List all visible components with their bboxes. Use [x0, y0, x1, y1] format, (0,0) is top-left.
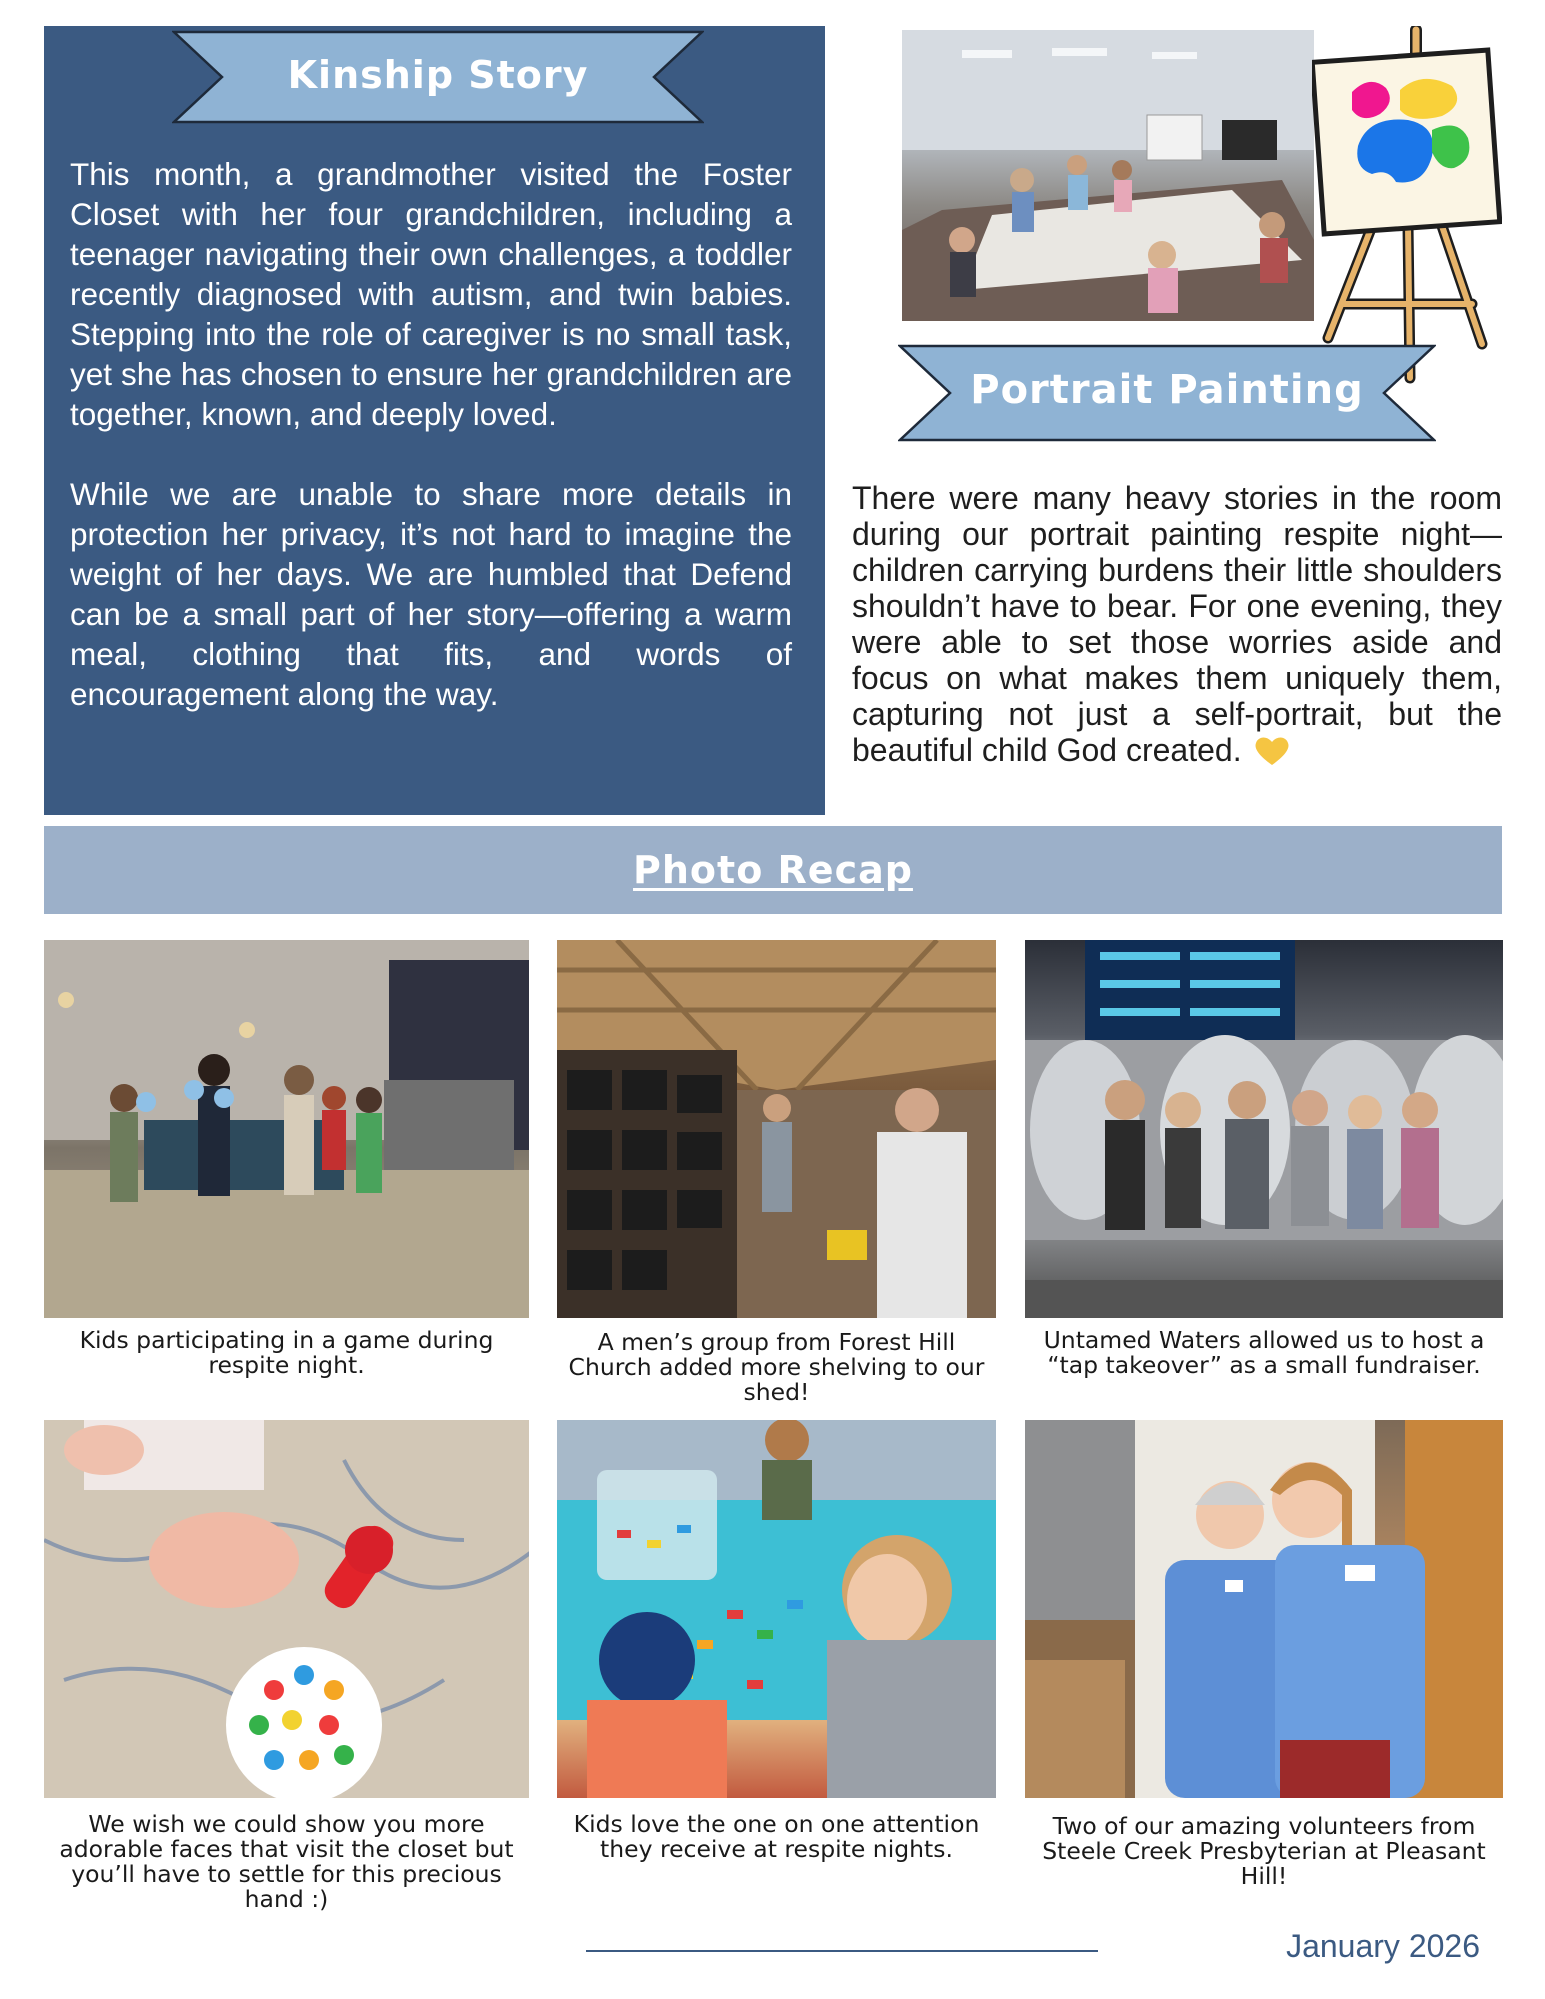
- portrait-painting-body: [852, 480, 1502, 768]
- issue-date: January 2026: [1286, 1928, 1480, 1964]
- kinship-paragraph-1: This month, a grandmother visited the Foster Closet with her four grandchildren, including a teenager navigating their own challenges, a toddler recently diagnosed with autism, and twin babies. Stepping into the role of caregiver is no small task, yet she has chosen to ensure her grandchildren are together, known, and deeply loved.: [70, 156, 792, 432]
- caption-respite-game: Kids participating in a game during respite night.: [79, 1326, 494, 1379]
- kinship-story-title: Kinship Story: [287, 53, 589, 97]
- volunteers-photo: [1025, 1420, 1503, 1798]
- lego-attention-photo: [557, 1420, 996, 1798]
- caption-lego-attention: Kids love the one on one attention they receive at respite nights.: [573, 1810, 980, 1863]
- portrait-painting-title: Portrait Painting: [970, 367, 1364, 413]
- kinship-story-banner: [172, 30, 704, 124]
- caption-shed-shelving: A men’s group from Forest Hill Church added more shelving to our shed!: [568, 1328, 985, 1406]
- respite-game-photo: [44, 940, 529, 1318]
- classroom-photo-illustration: [902, 30, 1314, 321]
- tap-takeover-photo: [1025, 940, 1503, 1318]
- photo-recap-header: [44, 826, 1502, 914]
- yellow-heart-icon: [1254, 735, 1290, 767]
- caption-baby-hand: We wish we could show you more adorable faces that visit the closet but you’ll have to settle for this precious hand :): [59, 1810, 514, 1913]
- baby-hand-photo: [44, 1420, 529, 1798]
- footer-divider: [586, 1950, 1098, 1952]
- portrait-painting-photo: [902, 30, 1314, 321]
- easel-icon: [1312, 26, 1502, 386]
- kinship-paragraph-2: While we are unable to share more details in protection her privacy, it’s not hard to imagine the weight of her days. We are humbled that Defend can be a small part of her story—offering a warm meal, clothing that fits, and words of encouragement along the way.: [70, 476, 792, 712]
- caption-volunteers: Two of our amazing volunteers from Steele Creek Presbyterian at Pleasant Hill!: [1042, 1812, 1486, 1890]
- portrait-paragraph: There were many heavy stories in the room during our portrait painting respite night—children carrying burdens their little shoulders shouldn’t have to bear. For one evening, they were able to set those worries aside and focus on what makes them uniquely them, capturing not just a self-portrait, but the beautiful child God created.: [852, 480, 1502, 768]
- kinship-story-panel: [44, 26, 825, 815]
- shed-shelving-photo: [557, 940, 996, 1318]
- caption-tap-takeover: Untamed Waters allowed us to host a “tap takeover” as a small fundraiser.: [1043, 1326, 1485, 1379]
- portrait-painting-banner: [898, 344, 1436, 442]
- kinship-story-body: [70, 154, 792, 714]
- photo-recap-title: Photo Recap: [633, 848, 913, 892]
